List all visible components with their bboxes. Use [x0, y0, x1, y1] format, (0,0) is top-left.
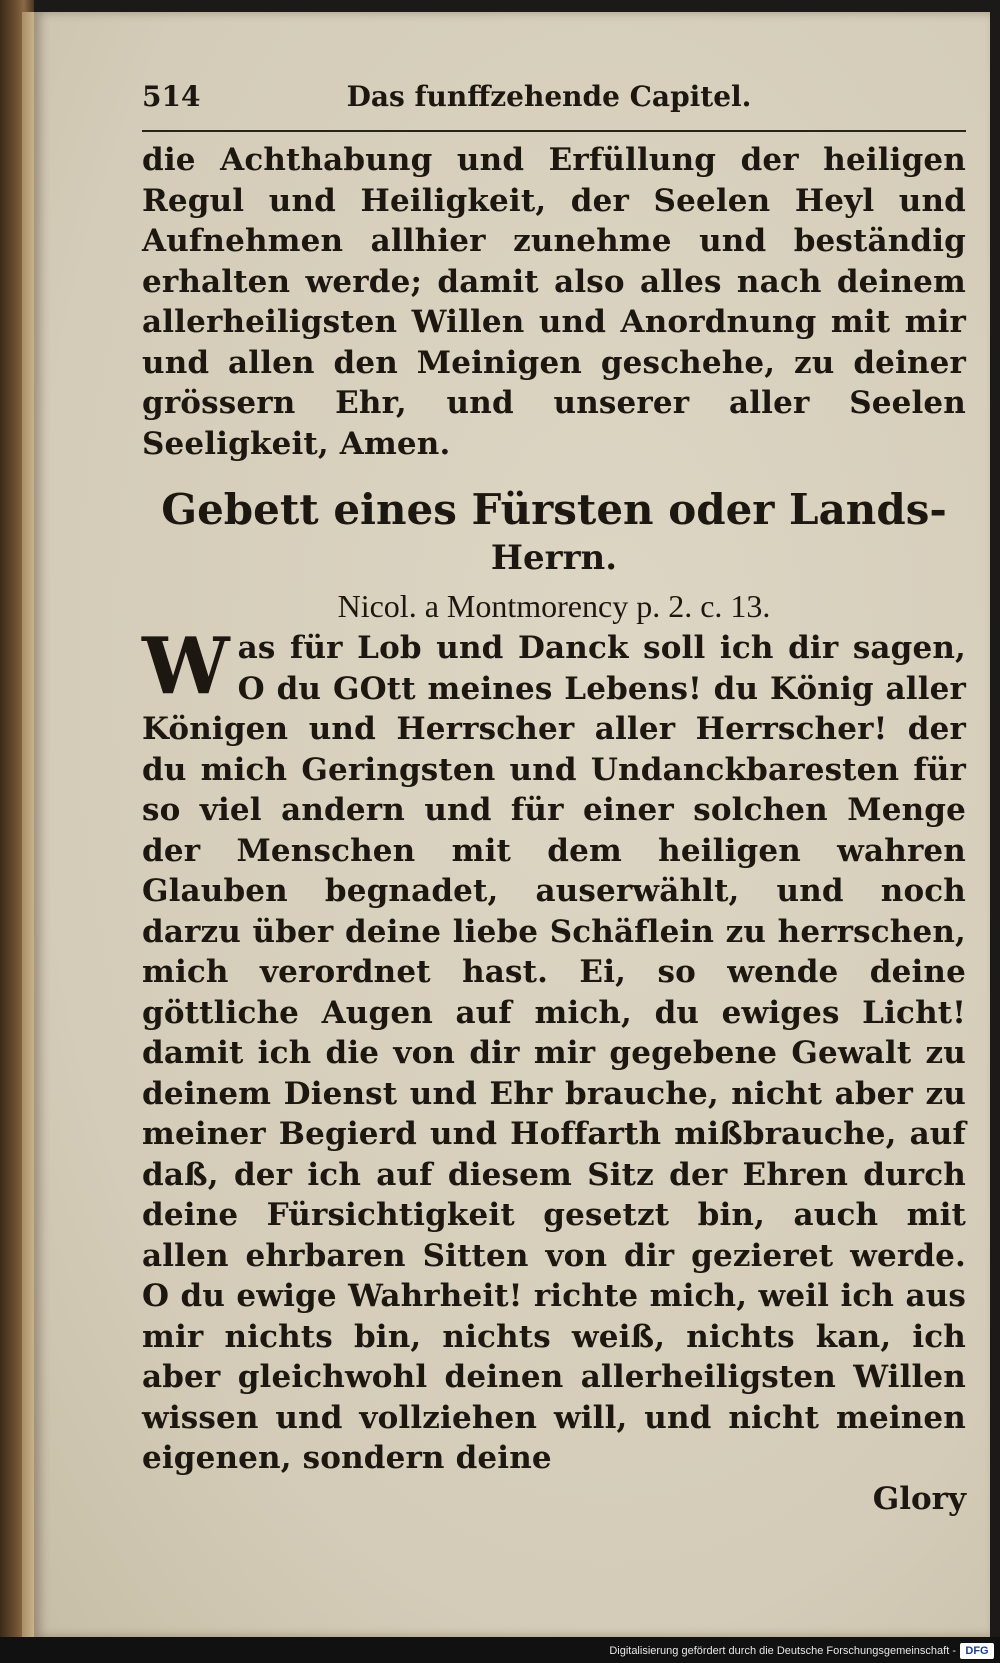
chapter-header: Das funffzehende Capitel.	[346, 80, 752, 113]
prayer-paragraph	[142, 621, 966, 1479]
continued-paragraph: die Achthabung und Erfüllung der heiligen Regul und Heiligkeit, der Seelen Heyl und Aufnehmen allhier zunehme und beständig erhalten werde; damit also alles nach deinem allerheiligsten Willen und Anordnung mit mir und allen den Meinigen geschehe, zu deiner grössern Ehr, und unserer aller Seelen Seeligkeit, Amen.	[142, 142, 966, 462]
page-number: 514	[142, 80, 201, 113]
section-title: Gebett eines Fürsten oder Lands-	[161, 485, 947, 534]
drop-cap: W	[142, 621, 230, 712]
footer-credit: Digitalisierung gefördert durch die Deutsche Forschungsgemeinschaft -	[609, 1645, 956, 1657]
catchword: Glory	[872, 1480, 966, 1517]
source-citation: Nicol. a Montmorency p. 2. c. 13.	[337, 588, 771, 624]
text-block	[142, 80, 966, 1519]
section-title-continuation: Herrn.	[490, 538, 618, 578]
running-head	[142, 80, 966, 132]
dfg-logo: DFG	[960, 1643, 994, 1659]
prayer-text: as für Lob und Danck soll ich dir sagen, O du GOtt meines Lebens! du König aller Königen und Herrscher aller Herrscher! der du mich Geringsten und Undanckbaresten für so viel andern und für einer solchen Menge der Menschen mit dem heiligen wahren Glauben begnadet, auserwählt, und noch darzu über deine liebe Schäflein zu herrschen, mich verordnet hast. Ei, so wende deine göttliche Augen auf mich, du ewiges Licht! damit ich die von dir mir gegebene Gewalt zu deinem Dienst und Ehr brauche, nicht aber zu meiner Begierd und Hoffarth mißbrauche, auf daß, der ich auf diesem Sitz der Ehren durch deine Fürsichtigkeit gesetzt bin, auch mit allen ehrbaren Sitten von dir gezieret werde. O du ewige Wahrheit! richte mich, weil ich aus mir nichts bin, nichts weiß, nichts kan, ich aber gleichwohl deinen allerheiligsten Willen wissen und vollziehen will, und nicht meinen eigenen, sondern deine	[142, 630, 966, 1476]
